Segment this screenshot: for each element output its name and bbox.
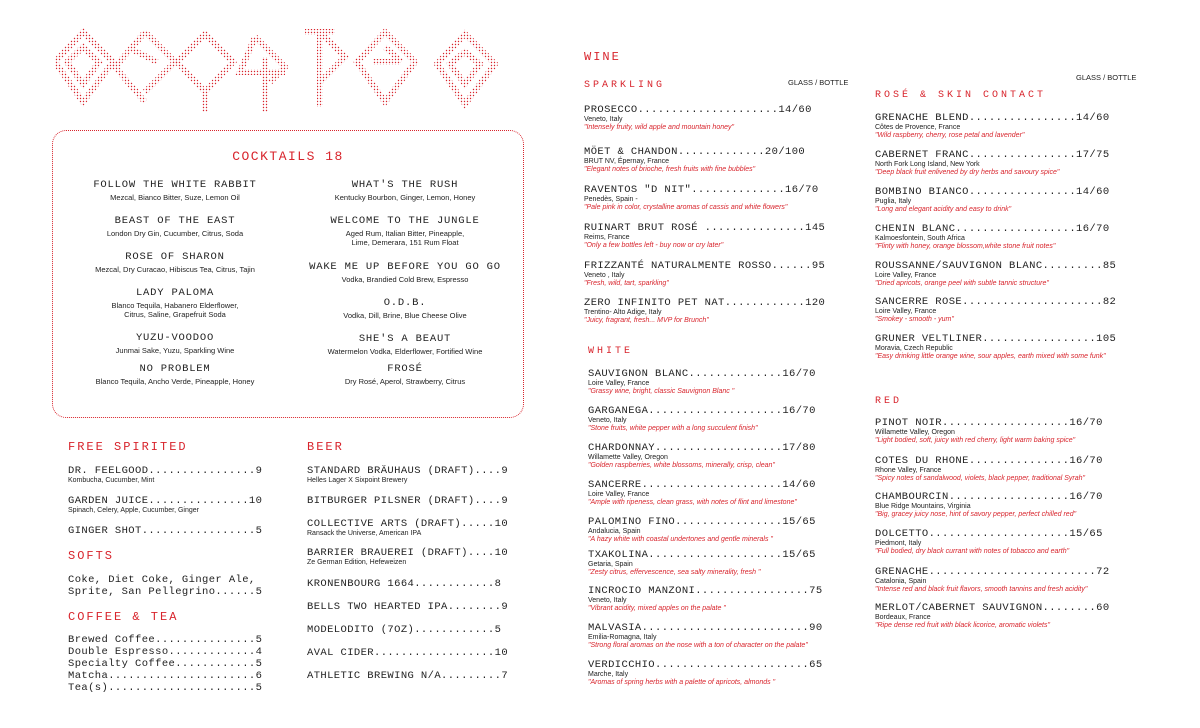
menu-item bbox=[307, 578, 501, 590]
wine-region: Veneto, Italy bbox=[584, 116, 623, 123]
menu-item bbox=[307, 465, 508, 485]
wine-item bbox=[588, 442, 816, 470]
wine-line: MALVASIA.........................90 bbox=[588, 622, 823, 634]
wine-item bbox=[875, 491, 1103, 519]
wine-region: Veneto, Italy bbox=[588, 417, 627, 424]
cocktail-item bbox=[65, 215, 285, 238]
wine-region: Veneto , Italy bbox=[584, 272, 625, 279]
cocktail-item bbox=[295, 261, 515, 284]
wine-line: GARGANEGA....................16/70 bbox=[588, 405, 816, 417]
cocktail-name: BEAST OF THE EAST bbox=[114, 215, 236, 227]
red-heading: RED bbox=[875, 396, 903, 407]
wine-item bbox=[588, 479, 816, 507]
cocktail-desc: Kentucky Bourbon, Ginger, Lemon, Honey bbox=[334, 193, 476, 202]
coffee-line: Tea(s)......................5 bbox=[68, 682, 263, 694]
wine-item bbox=[588, 585, 823, 613]
item-line: DR. FEELGOOD................9 bbox=[68, 465, 263, 477]
wine-item bbox=[588, 659, 823, 687]
cocktails-box bbox=[52, 130, 524, 418]
wine-item bbox=[875, 417, 1103, 445]
wine-item bbox=[584, 146, 805, 174]
wine-item bbox=[875, 528, 1103, 556]
wine-region: Marche, Italy bbox=[588, 671, 629, 678]
beer-heading: BEER bbox=[307, 440, 344, 454]
wine-region: Penedès, Spain - bbox=[584, 196, 638, 203]
wine-note: "Long and elegant acidity and easy to drink" bbox=[875, 206, 1012, 213]
wine-line: MERLOT/CABERNET SAUVIGNON........60 bbox=[875, 602, 1110, 614]
item-line: GARDEN JUICE...............10 bbox=[68, 495, 263, 507]
wine-region: Reims, France bbox=[584, 234, 630, 241]
wine-line: PROSECCO.....................14/60 bbox=[584, 104, 812, 116]
cocktail-desc: Junmai Sake, Yuzu, Sparkling Wine bbox=[115, 346, 235, 355]
cocktail-desc: Blanco Tequila, Habanero Elderflower, Citrus, Saline, Grapefruit Soda bbox=[111, 301, 239, 319]
wine-region: Catalonia, Spain bbox=[875, 578, 927, 585]
wine-item bbox=[588, 405, 816, 433]
cocktail-name: NO PROBLEM bbox=[139, 363, 211, 375]
wine-region: Piedmont, Italy bbox=[875, 540, 922, 547]
cocktail-desc: Vodka, Brandied Cold Brew, Espresso bbox=[341, 275, 469, 284]
wine-region: Andalucia, Spain bbox=[588, 528, 641, 535]
menu-item bbox=[307, 518, 508, 538]
cocktail-name: FROSÉ bbox=[387, 363, 423, 375]
wine-note: "Elegant notes of brioche, fresh fruits with fine bubbles" bbox=[584, 166, 756, 173]
cocktail-item bbox=[65, 363, 285, 386]
cocktail-name: SHE'S A BEAUT bbox=[358, 333, 452, 345]
wine-note: "Zesty citrus, effervescence, sea salty minerality, fresh " bbox=[588, 569, 761, 576]
wine-note: "Big, gracey juicy nose, hint of savory pepper, perfect chilled red" bbox=[875, 511, 1077, 518]
coffee-line: Specialty Coffee............5 bbox=[68, 658, 263, 670]
cocktail-name: WHAT'S THE RUSH bbox=[351, 179, 459, 191]
glass-bottle-label: GLASS / BOTTLE bbox=[788, 78, 849, 87]
menu-item bbox=[307, 670, 508, 682]
wine-item bbox=[875, 602, 1110, 630]
softs-heading: SOFTS bbox=[68, 549, 115, 563]
wine-region: Getaria, Spain bbox=[588, 561, 633, 568]
wine-item bbox=[875, 455, 1103, 483]
cocktail-name: LADY PALOMA bbox=[135, 287, 215, 299]
wine-note: "Golden raspberries, white blossoms, minerally, crisp, clean" bbox=[588, 462, 775, 469]
wine-region: Loire Valley, France bbox=[588, 491, 650, 498]
cocktails-title: COCKTAILS 18 bbox=[232, 149, 344, 164]
wine-note: "Flinty with honey, orange blossom,white stone fruit notes" bbox=[875, 243, 1056, 250]
wine-note: "Juicy, fragrant, fresh... MVP for Brunch" bbox=[584, 317, 709, 324]
wine-item bbox=[875, 112, 1110, 140]
wine-region: Loire Valley, France bbox=[588, 380, 650, 387]
wine-item bbox=[588, 549, 816, 577]
wine-region: Trentino- Alto Adige, Italy bbox=[584, 309, 662, 316]
wine-item bbox=[875, 296, 1116, 324]
wine-region: Moravia, Czech Republic bbox=[875, 345, 953, 352]
softs-line: Coke, Diet Coke, Ginger Ale, bbox=[68, 574, 256, 586]
cocktail-name: ROSE OF SHARON bbox=[125, 251, 225, 263]
wine-item bbox=[588, 516, 816, 544]
cocktail-item bbox=[295, 215, 515, 247]
wine-line: CHENIN BLANC..................16/70 bbox=[875, 223, 1110, 235]
item-line: MODELODITO (7OZ)............5 bbox=[307, 624, 502, 636]
wine-item bbox=[875, 186, 1110, 214]
wine-note: "Spicy notes of sandalwood, violets, black pepper, traditional Syrah" bbox=[875, 475, 1086, 482]
wine-line: CHARDONNAY...................17/80 bbox=[588, 442, 816, 454]
item-line: BARRIER BRAUEREI (DRAFT)....10 bbox=[307, 547, 509, 559]
wine-heading: WINE bbox=[584, 50, 621, 64]
cocktail-desc: London Dry Gin, Cucumber, Citrus, Soda bbox=[106, 229, 244, 238]
wine-note: "Fresh, wild, tart, sparkling" bbox=[584, 280, 669, 287]
wine-note: "Wild raspberry, cherry, rose petal and lavender" bbox=[875, 132, 1025, 139]
menu-item bbox=[307, 547, 508, 567]
item-line: GINGER SHOT.................5 bbox=[68, 525, 263, 537]
menu-item bbox=[68, 495, 262, 515]
wine-region: North Fork Long Island, New York bbox=[875, 161, 980, 168]
cocktail-item bbox=[295, 333, 515, 356]
cocktail-name: WELCOME TO THE JUNGLE bbox=[330, 215, 480, 227]
menu-item bbox=[68, 525, 262, 537]
wine-note: "Ripe dense red fruit with black licorice, aromatic violets" bbox=[875, 622, 1050, 629]
wine-note: "A hazy white with coastal undertones and gentle minerals " bbox=[588, 536, 773, 543]
wine-line: INCROCIO MANZONI.................75 bbox=[588, 585, 823, 597]
cocktail-item bbox=[65, 287, 285, 319]
softs-line: Sprite, San Pellegrino......5 bbox=[68, 586, 263, 598]
menu-item bbox=[307, 624, 501, 636]
wine-note: "Intense red and black fruit flavors, smooth tannins and fresh acidity" bbox=[875, 586, 1088, 593]
wine-line: ZERO INFINITO PET NAT............120 bbox=[584, 297, 826, 309]
wine-line: SAUVIGNON BLANC..............16/70 bbox=[588, 368, 816, 380]
wine-line: FRIZZANTÉ NATURALMENTE ROSSO......95 bbox=[584, 260, 826, 272]
wine-region: Puglia, Italy bbox=[875, 198, 912, 205]
coffee-line: Matcha......................6 bbox=[68, 670, 263, 682]
wine-item bbox=[584, 104, 812, 132]
wine-region: Bordeaux, France bbox=[875, 614, 931, 621]
cocktail-desc: Vodka, Dill, Brine, Blue Cheese Olive bbox=[343, 311, 467, 320]
wine-line: DOLCETTO.....................15/65 bbox=[875, 528, 1103, 540]
cocktail-name: O.D.B. bbox=[383, 297, 427, 309]
wine-line: MÖET & CHANDON.............20/100 bbox=[584, 146, 806, 158]
wine-note: "Dried apricots, orange peel with subtle tannic structure" bbox=[875, 280, 1049, 287]
wine-note: "Full bodied, dry black currant with notes of tobacco and earth" bbox=[875, 548, 1070, 555]
cocktail-item bbox=[65, 332, 285, 355]
wine-region: Loire Valley, France bbox=[875, 308, 937, 315]
wine-item bbox=[875, 223, 1110, 251]
wine-region: Rhone Valley, France bbox=[875, 467, 942, 474]
free-spirited-heading: FREE SPIRITED bbox=[68, 440, 188, 454]
wine-line: GRENACHE.........................72 bbox=[875, 566, 1110, 578]
cocktail-name: YUZU-VOODOO bbox=[135, 332, 215, 344]
wine-item bbox=[584, 222, 825, 250]
wine-line: TXAKOLINA....................15/65 bbox=[588, 549, 816, 561]
item-desc: Helles Lager X Sixpoint Brewery bbox=[307, 477, 408, 484]
cocktail-desc: Mezcal, Bianco Bitter, Suze, Lemon Oil bbox=[110, 193, 240, 202]
wine-item bbox=[584, 184, 819, 212]
wine-region: Blue Ridge Mountains, Virginia bbox=[875, 503, 971, 510]
coffee-line: Brewed Coffee...............5 bbox=[68, 634, 263, 646]
wine-item bbox=[875, 333, 1116, 361]
wine-note: "Intensely fruity, wild apple and mountain honey" bbox=[584, 124, 734, 131]
wine-note: "Light bodied, soft, juicy with red cherry, light warm baking spice" bbox=[875, 437, 1076, 444]
cocktail-item bbox=[295, 297, 515, 320]
wine-item bbox=[875, 260, 1116, 288]
wine-item bbox=[584, 297, 825, 325]
item-desc: Ransack the Universe, American IPA bbox=[307, 530, 422, 537]
wine-line: BOMBINO BIANCO................14/60 bbox=[875, 186, 1110, 198]
wine-item bbox=[588, 368, 816, 396]
wine-note: "Vibrant acidity, mixed apples on the palate " bbox=[588, 605, 726, 612]
rose-heading: ROSÉ & SKIN CONTACT bbox=[875, 90, 1047, 101]
wine-line: COTES DU RHONE...............16/70 bbox=[875, 455, 1103, 467]
wine-line: SANCERRE ROSE.....................82 bbox=[875, 296, 1117, 308]
cocktail-name: WAKE ME UP BEFORE YOU GO GO bbox=[309, 261, 501, 273]
item-line: AVAL CIDER..................10 bbox=[307, 647, 509, 659]
wine-region: Willamette Valley, Oregon bbox=[875, 429, 955, 436]
wine-item bbox=[875, 149, 1110, 177]
cocktail-name: FOLLOW THE WHITE RABBIT bbox=[93, 179, 257, 191]
menu-item bbox=[307, 601, 508, 613]
item-line: BELLS TWO HEARTED IPA........9 bbox=[307, 601, 509, 613]
wine-note: "Ample with ripeness, clean grass, with notes of flint and limestone" bbox=[588, 499, 797, 506]
item-line: STANDARD BRÄUHAUS (DRAFT)....9 bbox=[307, 465, 509, 477]
wine-item bbox=[875, 566, 1110, 594]
wine-line: PINOT NOIR...................16/70 bbox=[875, 417, 1103, 429]
wine-note: "Grassy wine, bright, classic Sauvignon Blanc " bbox=[588, 388, 735, 395]
menu-item bbox=[307, 495, 508, 507]
item-desc: Ze German Edition, Hefeweizen bbox=[307, 559, 407, 566]
wine-region: Kalmoesfontein, South Africa bbox=[875, 235, 965, 242]
wine-region: Veneto, Italy bbox=[588, 597, 627, 604]
menu-item bbox=[307, 647, 508, 659]
item-line: BITBURGER PILSNER (DRAFT)....9 bbox=[307, 495, 509, 507]
wine-note: "Deep black fruit enlivened by dry herbs and savoury spice" bbox=[875, 169, 1060, 176]
wine-line: SANCERRE.....................14/60 bbox=[588, 479, 816, 491]
wine-item bbox=[584, 260, 825, 288]
wine-note: "Stone fruits, white pepper with a long succulent finish" bbox=[588, 425, 758, 432]
coffee-tea-heading: COFFEE & TEA bbox=[68, 610, 179, 624]
cocktail-item bbox=[295, 363, 515, 386]
item-desc: Kombucha, Cucumber, Mint bbox=[68, 477, 155, 484]
cocktail-item bbox=[65, 179, 285, 202]
wine-line: CABERNET FRANC................17/75 bbox=[875, 149, 1110, 161]
sparkling-heading: SPARKLING bbox=[584, 80, 666, 91]
wine-line: GRUNER VELTLINER.................105 bbox=[875, 333, 1117, 345]
cocktail-desc: Blanco Tequila, Ancho Verde, Pineapple, Honey bbox=[95, 377, 255, 386]
wine-line: VERDICCHIO.......................65 bbox=[588, 659, 823, 671]
wine-line: CHAMBOURCIN..................16/70 bbox=[875, 491, 1103, 503]
wine-item bbox=[588, 622, 823, 650]
cocktail-desc: Aged Rum, Italian Bitter, Pineapple, Lime, Demerara, 151 Rum Float bbox=[345, 229, 465, 247]
wine-line: RAVENTOS "D NIT"..............16/70 bbox=[584, 184, 819, 196]
wine-line: ROUSSANNE/SAUVIGNON BLANC.........85 bbox=[875, 260, 1117, 272]
cocktail-desc: Dry Rosé, Aperol, Strawberry, Citrus bbox=[344, 377, 466, 386]
wine-note: "Smokey - smooth - yum" bbox=[875, 316, 954, 323]
wine-line: GRENACHE BLEND................14/60 bbox=[875, 112, 1110, 124]
cocktail-desc: Mezcal, Dry Curacao, Hibiscus Tea, Citrus, Tajin bbox=[95, 265, 255, 274]
wine-line: RUINART BRUT ROSÉ ...............145 bbox=[584, 222, 826, 234]
cocktail-desc: Watermelon Vodka, Elderflower, Fortified Wine bbox=[327, 347, 483, 356]
item-line: COLLECTIVE ARTS (DRAFT).....10 bbox=[307, 518, 509, 530]
item-line: ATHLETIC BREWING N/A.........7 bbox=[307, 670, 509, 682]
wine-region: BRUT NV, Épernay, France bbox=[584, 158, 670, 165]
white-heading: WHITE bbox=[588, 346, 634, 357]
wine-region: Côtes de Provence, France bbox=[875, 124, 961, 131]
cocktail-item bbox=[65, 251, 285, 274]
wine-note: "Strong floral aromas on the nose with a ton of character on the palate" bbox=[588, 642, 808, 649]
cocktail-item bbox=[295, 179, 515, 202]
wine-region: Loire Valley, France bbox=[875, 272, 937, 279]
coffee-line: Double Espresso.............4 bbox=[68, 646, 263, 658]
wine-note: "Pale pink in color, crystalline aromas of cassis and white flowers" bbox=[584, 204, 788, 211]
wine-region: Emilia-Romagna, Italy bbox=[588, 634, 657, 641]
item-desc: Spinach, Celery, Apple, Cucumber, Ginger bbox=[68, 507, 199, 514]
glass-bottle-label: GLASS / BOTTLE bbox=[1076, 73, 1137, 82]
menu-item bbox=[68, 465, 262, 485]
wine-region: Willamette Valley, Oregon bbox=[588, 454, 668, 461]
wine-note: "Easy drinking little orange wine, sour apples, earth mixed with some funk" bbox=[875, 353, 1106, 360]
wine-line: PALOMINO FINO................15/65 bbox=[588, 516, 816, 528]
item-line: KRONENBOURG 1664............8 bbox=[307, 578, 502, 590]
wine-note: "Only a few bottles left - buy now or cry later" bbox=[584, 242, 724, 249]
opp4te-logo bbox=[55, 22, 525, 120]
wine-note: "Aromas of spring herbs with a palette of apricots, almonds " bbox=[588, 679, 776, 686]
